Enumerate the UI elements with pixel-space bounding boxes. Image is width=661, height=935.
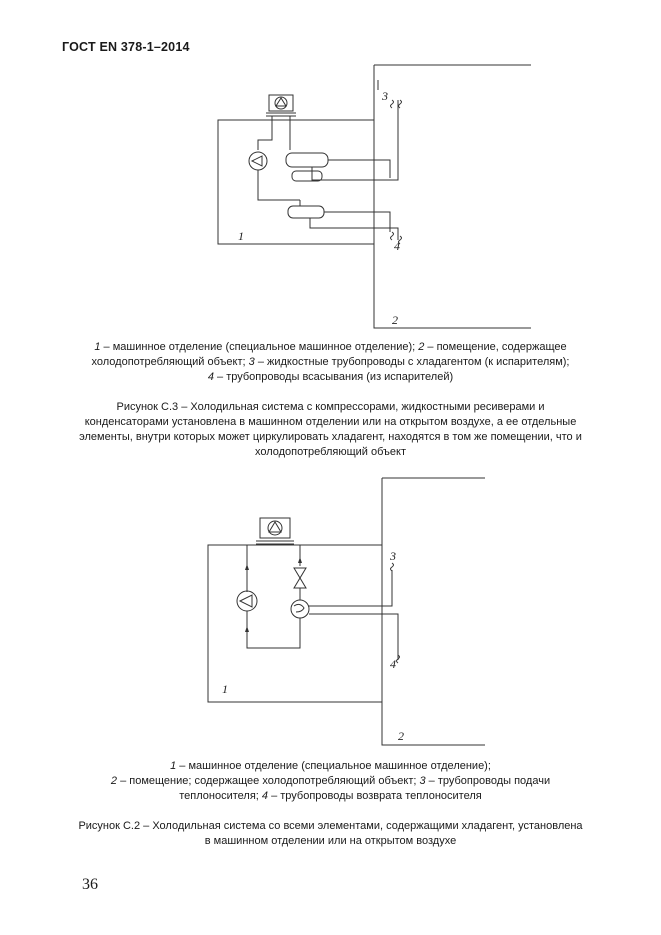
marker-2: 2 [392, 313, 398, 327]
machine-room-1-boundary [208, 545, 382, 702]
heat-exchanger-icon [291, 600, 309, 618]
marker-1: 1 [238, 229, 244, 243]
marker-3: 3 [382, 89, 388, 103]
figure-c3-diagram [0, 0, 661, 340]
figure-c2-legend: 1 – машинное отделение (специальное машинное отделение); 2 – помещение; содержащее холодопотребляющий объект; 3 – трубопроводы подачи теплоносителя; 4 – трубопроводы возврата теплоносителя [110, 760, 551, 802]
page-number: 36 [82, 876, 98, 893]
figure-c3-caption: Рисунок С.3 – Холодильная система с компрессорами, жидкостными ресиверами и конденсаторами установлена в машинном отделении или на открытом воздухе, а ее отдельные элементы, внутри которых может циркулировать хладагент, находятся в том же помещении, что и холодопотребляющий объект [79, 401, 582, 458]
fan-icon [266, 95, 296, 116]
room-2-boundary [382, 478, 485, 745]
compressor-icon [249, 152, 267, 170]
marker-3: 3 [390, 549, 396, 563]
machine-room-1-boundary [218, 120, 374, 244]
marker-4: 4 [390, 657, 396, 671]
receiver-icon [288, 206, 324, 218]
figure-c2-caption: Рисунок С.2 – Холодильная система со всеми элементами, содержащими хладагент, установлена в машинном отделении или на открытом воздухе [78, 820, 583, 847]
fan-icon [256, 518, 294, 544]
document-header: ГОСТ EN 378-1–2014 [62, 40, 190, 54]
marker-2: 2 [398, 729, 404, 743]
marker-1: 1 [222, 682, 228, 696]
figure-c3-legend: 1 – машинное отделение (специальное машинное отделение); 2 – помещение, содержащее холодопотребляющий объект; 3 – жидкостные трубопроводы с хладагентом (к испарителям); 4 – трубопроводы всасывания (из испарителей) [91, 341, 570, 383]
figure-c2-diagram [0, 470, 661, 755]
compressor-icon [237, 591, 257, 611]
expansion-valve-icon [294, 568, 306, 588]
marker-4: 4 [394, 239, 400, 253]
receiver-icon [286, 153, 328, 181]
